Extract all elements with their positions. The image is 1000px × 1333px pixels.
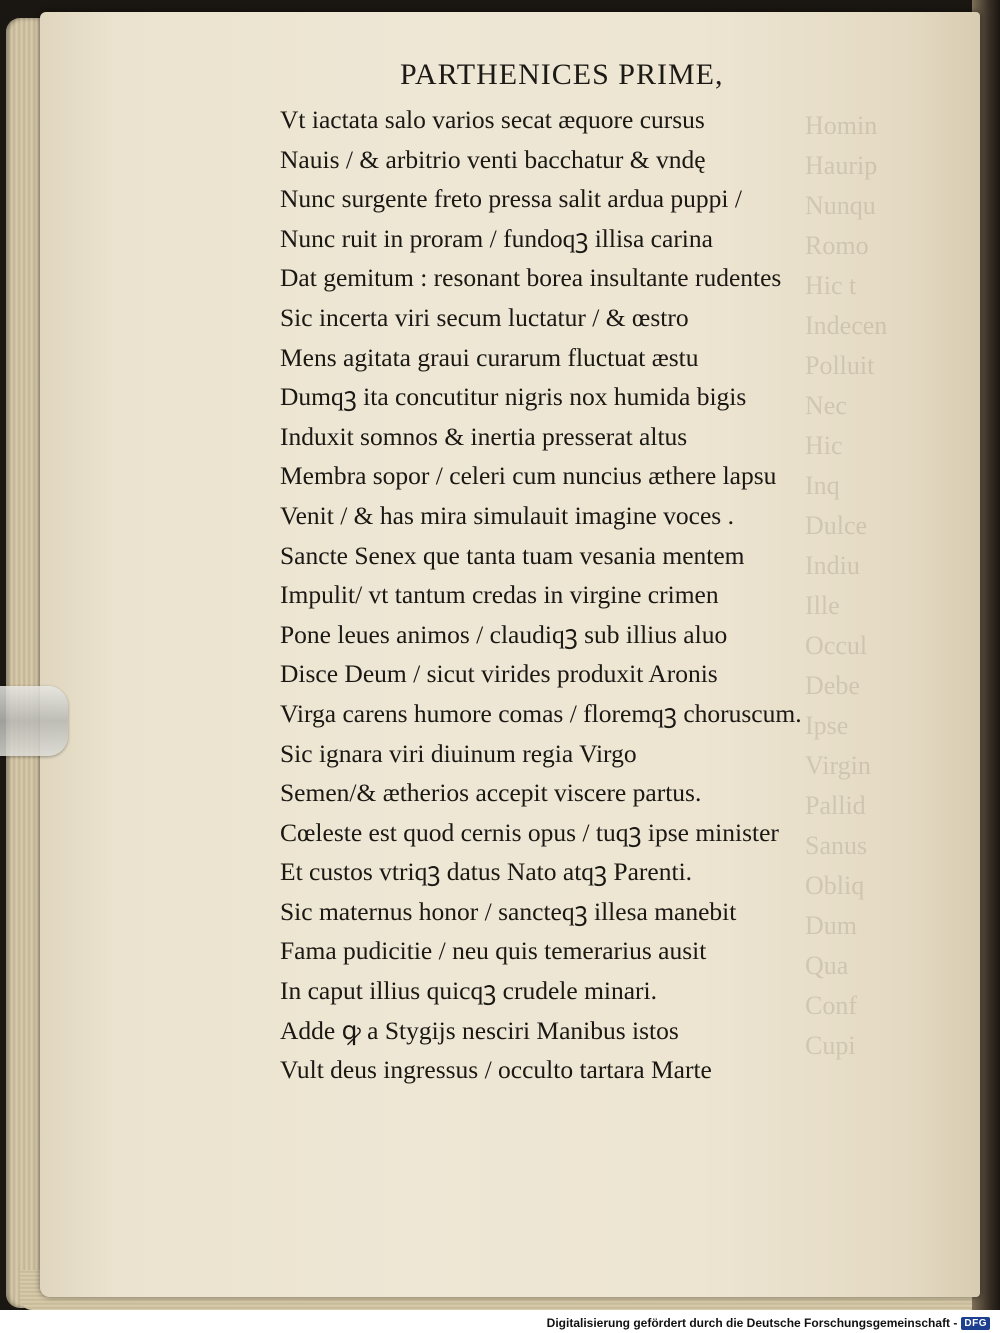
verse-line: Pone leues animos / claudiqꝫ sub illius aluo — [280, 619, 728, 649]
page-running-title: PARTHENICES PRIME, — [400, 58, 724, 91]
verse-line: Induxit somnos & inertia presserat altus — [280, 421, 688, 451]
show-through-text: Homin Haurip Nunqu Romo Hic t Indecen Polluit Nec Hic Inq Dulce Indiu Ille Occul Debe Ipse Virgin Pallid Sanus Obliq Dum Qua Conf Cupi — [805, 111, 888, 1060]
verse-line: Semen/& ætherios accepit viscere partus. — [280, 778, 702, 808]
verse-line: Vult deus ingressus / occulto tartara Marte — [280, 1055, 712, 1085]
verse-line: Adde ꝙ a Stygijs nesciri Manibus istos — [280, 1015, 679, 1045]
verse-line: Virga carens humore comas / floremqꝫ choruscum. — [280, 698, 802, 728]
verse-line: Disce Deum / sicut virides produxit Aronis — [280, 659, 718, 689]
verse-line: Vt iactata salo varios secat æquore cursus — [280, 105, 705, 134]
verse-line: In caput illius quicqꝫ crudele minari. — [280, 976, 658, 1006]
verse-line: Membra sopor / celeri cum nuncius æthere lapsu — [280, 461, 777, 491]
verse-line: Dumqꝫ ita concutitur nigris nox humida bigis — [280, 382, 747, 412]
verse-line: Venit / & has mira simulauit imagine voces . — [280, 500, 734, 530]
verse-line: Sic ignara viri diuinum regia Virgo — [280, 738, 637, 768]
verse-block — [280, 100, 840, 1090]
verse-line: Et custos vtriqꝫ datus Nato atqꝫ Parenti. — [280, 857, 693, 887]
dfg-logo: DFG — [961, 1317, 990, 1330]
digitization-credit — [543, 1313, 994, 1333]
verse-line: Impulit/ vt tantum credas in virgine crimen — [280, 580, 719, 610]
verse-line: Sic maternus honor / sancteqꝫ illesa manebit — [280, 896, 737, 926]
verse-line: Nauis / & arbitrio venti bacchatur & vndę — [280, 144, 706, 174]
credit-text: Digitalisierung gefördert durch die Deutsche Forschungsgemeinschaft - — [546, 1316, 958, 1330]
page-clip — [0, 686, 68, 756]
verse-line: Dat gemitum : resonant borea insultante rudentes — [280, 263, 782, 293]
verse-line: Mens agitata graui curarum fluctuat æstu — [280, 342, 699, 372]
verse-line: Nunc surgente freto pressa salit ardua puppi / — [280, 184, 742, 214]
verse-line: Sic incerta viri secum luctatur / & œstro — [280, 302, 689, 332]
verse-line: Fama pudicitie / neu quis temerarius ausit — [280, 936, 707, 966]
verse-line: Cœleste est quod cernis opus / tuqꝫ ipse minister — [280, 817, 779, 847]
verse-line: Nunc ruit in proram / fundoqꝫ illisa carina — [280, 223, 713, 253]
verse-line: Sancte Senex que tanta tuam vesania mentem — [280, 540, 745, 570]
